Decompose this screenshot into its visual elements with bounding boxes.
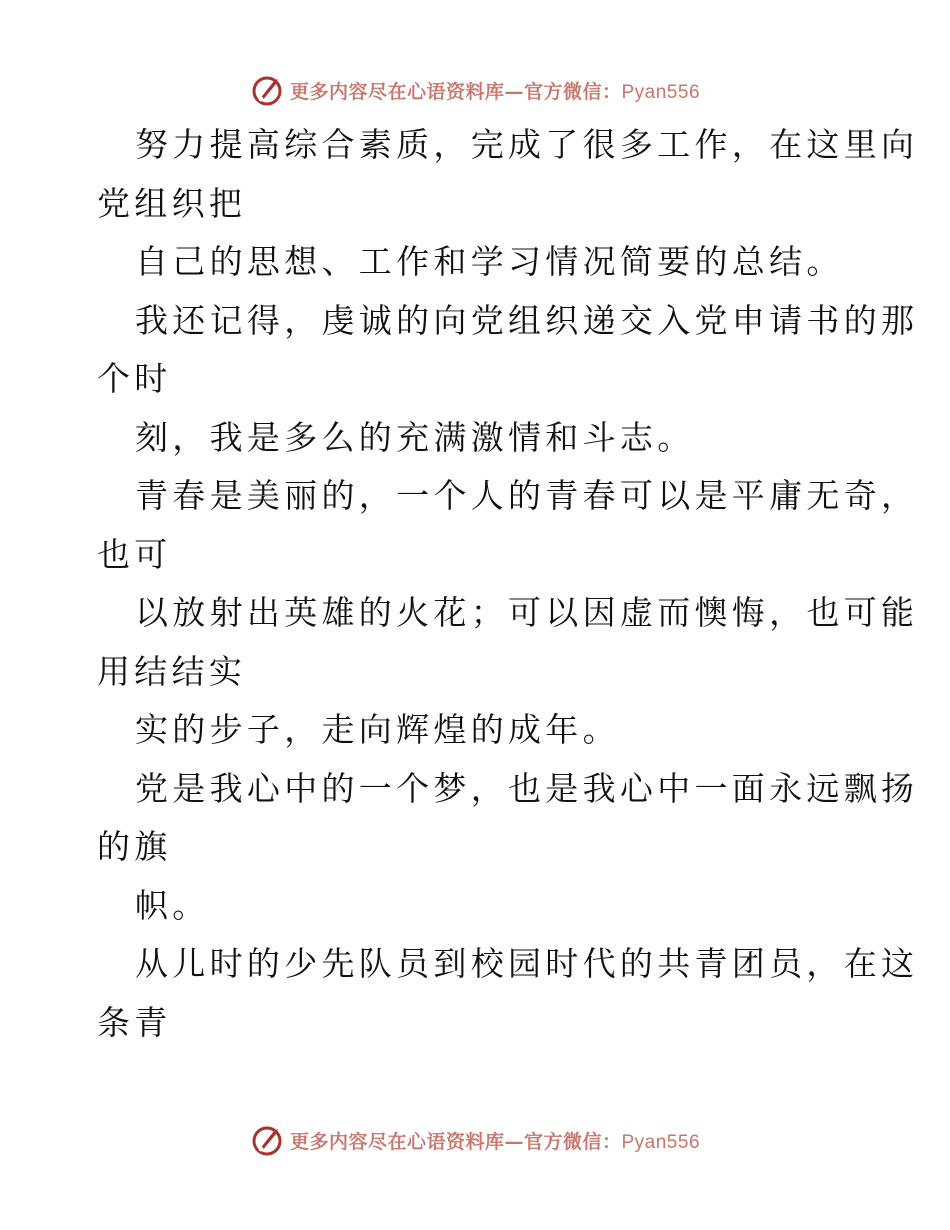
body-line: 个时 bbox=[97, 359, 172, 398]
body-line: 我还记得，虔诚的向党组织递交入党申请书的那 bbox=[135, 300, 919, 340]
body-line: 努力提高综合素质，完成了很多工作，在这里向 bbox=[135, 125, 919, 164]
header-wechat-id: Pyan556 bbox=[621, 81, 701, 103]
body-line: 党是我心中的一个梦，也是我心中一面永远飘扬 bbox=[135, 768, 919, 808]
body-line: 从儿时的少先队员到校园时代的共青团员，在这 bbox=[135, 944, 919, 983]
body-line: 青春是美丽的，一个人的青春可以是平庸无奇， bbox=[135, 476, 919, 515]
quill-pen-seal-icon bbox=[250, 1123, 284, 1157]
quill-pen-seal-icon bbox=[250, 73, 284, 107]
footer-wechat-id: Pyan556 bbox=[621, 1131, 701, 1153]
footer-text: 更多内容尽在心语资料库—官方微信：Pyan556 bbox=[289, 1130, 701, 1153]
body-line: 自己的思想、工作和学习情况简要的总结。 bbox=[135, 242, 844, 281]
body-line: 以放射出英雄的火花；可以因虚而懊悔，也可能 bbox=[135, 593, 919, 632]
body-line: 也可 bbox=[97, 534, 172, 574]
document-body bbox=[0, 116, 950, 1052]
body-line: 用结结实 bbox=[97, 651, 247, 691]
body-line: 条青 bbox=[97, 1002, 172, 1042]
body-line: 帜。 bbox=[135, 885, 210, 925]
footer-banner bbox=[0, 1122, 950, 1158]
header-text: 更多内容尽在心语资料库—官方微信：Pyan556 bbox=[289, 80, 701, 103]
header-banner bbox=[0, 72, 950, 108]
body-line: 党组织把 bbox=[97, 183, 247, 223]
body-line: 实的步子，走向辉煌的成年。 bbox=[135, 710, 620, 749]
body-line: 刻，我是多么的充满激情和斗志。 bbox=[135, 417, 695, 457]
body-line: 的旗 bbox=[97, 827, 172, 866]
